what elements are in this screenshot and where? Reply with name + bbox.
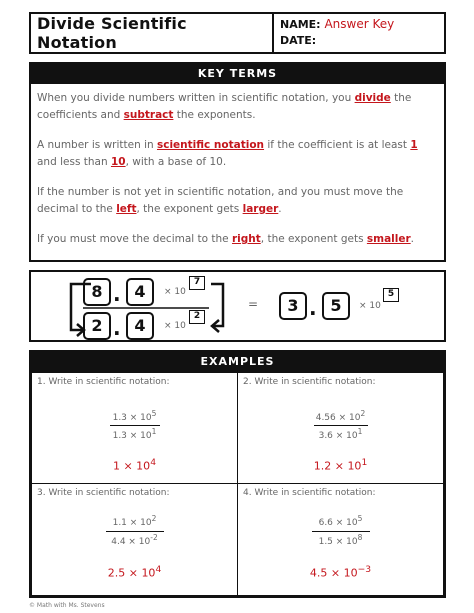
page-title — [29, 12, 274, 54]
denominator: $4.4 \times 10^{-2}$ — [111, 533, 158, 547]
result-digit-2: 5 — [322, 292, 350, 320]
example-2 — [237, 372, 444, 484]
key-terms-panel — [29, 62, 446, 262]
times-ten: × 10 — [164, 287, 186, 297]
footer-credit: © Math with Ms. Stevens — [29, 602, 105, 609]
denominator-exponent: 2 — [189, 310, 205, 324]
name-date-box — [274, 12, 446, 54]
denominator: $1.5 \times 10^8$ — [318, 533, 363, 547]
times-ten: × 10 — [359, 301, 381, 311]
key-term-4: If you must move the decimal to the right, the exponent gets smaller. — [37, 233, 415, 245]
examples-header: EXAMPLES — [31, 352, 444, 372]
numerator-digit-1: 8 — [83, 278, 111, 306]
example-4 — [237, 483, 444, 596]
fraction-bar — [110, 425, 160, 426]
numerator: $1.1 \times 10^2$ — [112, 514, 157, 528]
fraction-bar — [314, 425, 368, 426]
times-ten: × 10 — [164, 321, 186, 331]
key-term-1: When you divide numbers written in scientific notation, you divide the coefficients and subtract the exponents. — [37, 92, 412, 121]
key-term-3: If the number is not yet in scientific notation, and you must move the decimal to the left, the exponent gets larger. — [37, 186, 404, 215]
denominator: $1.3 \times 10^1$ — [112, 427, 157, 441]
division-diagram — [29, 270, 446, 342]
numerator: $4.56 \times 10^2$ — [315, 409, 366, 423]
equals-sign: = — [248, 297, 259, 311]
example-question: 1. Write in scientific notation: — [37, 377, 170, 387]
decimal-point: . — [309, 296, 317, 320]
example-question: 2. Write in scientific notation: — [243, 377, 376, 387]
answer: $4.5 \times 10^{-3}$ — [309, 564, 372, 580]
fraction-bar — [312, 531, 370, 532]
denominator: $3.6 \times 10^1$ — [318, 427, 363, 441]
examples-panel — [29, 350, 446, 598]
name-value: Answer Key — [324, 17, 395, 31]
example-question: 3. Write in scientific notation: — [37, 488, 170, 498]
key-term-2: A number is written in scientific notation if the coefficient is at least 1 and less than 10, with a base of 10. — [37, 139, 418, 168]
decimal-point: . — [113, 282, 121, 306]
example-1 — [31, 372, 238, 484]
title-text: Divide Scientific Notation — [37, 14, 187, 52]
result-exponent: 5 — [383, 288, 399, 302]
numerator-exponent: 7 — [189, 276, 205, 290]
numerator: $6.6 \times 10^5$ — [318, 514, 363, 528]
result-digit-1: 3 — [279, 292, 307, 320]
date-label: DATE: — [280, 34, 317, 47]
answer: $2.5 \times 10^4$ — [107, 564, 162, 580]
example-question: 4. Write in scientific notation: — [243, 488, 376, 498]
numerator: $1.3 \times 10^5$ — [112, 409, 157, 423]
decimal-point: . — [113, 316, 121, 340]
answer: $1.2 \times 10^1$ — [313, 457, 368, 473]
answer: $1 \times 10^4$ — [112, 457, 157, 473]
example-3 — [31, 483, 238, 596]
name-label: NAME: — [280, 18, 321, 31]
key-terms-header: KEY TERMS — [31, 64, 444, 84]
numerator-digit-2: 4 — [126, 278, 154, 306]
denominator-digit-1: 2 — [83, 312, 111, 340]
denominator-digit-2: 4 — [126, 312, 154, 340]
fraction-bar — [106, 531, 164, 532]
